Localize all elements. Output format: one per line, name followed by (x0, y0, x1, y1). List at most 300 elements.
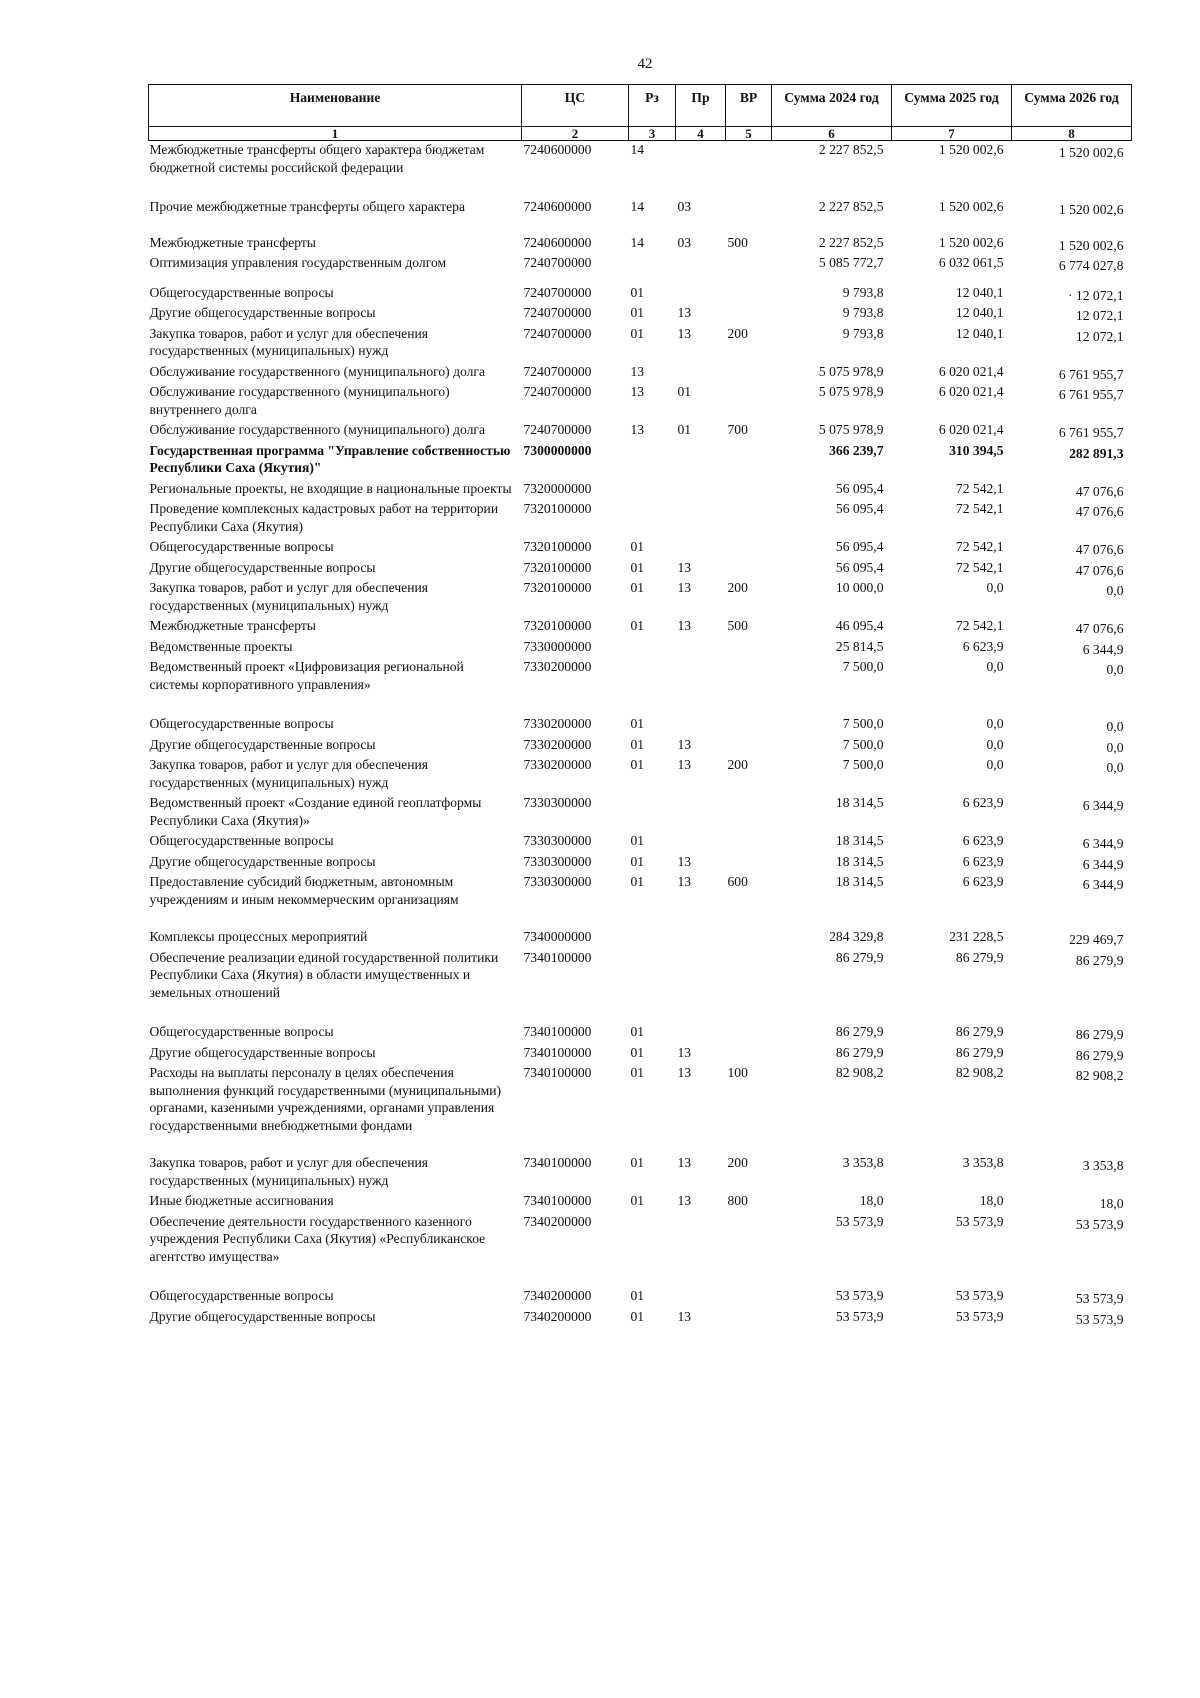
row-name: Ведомственные проекты (149, 638, 293, 654)
row-sum-2025: 6 623,9 (962, 795, 1004, 810)
row-rz: 01 (630, 874, 645, 889)
row-sum-2026-value: 53 573,9 (1075, 1311, 1124, 1327)
row-sum-2024: 86 279,9 (835, 1024, 884, 1039)
row-vr (726, 638, 772, 659)
row-cs: 7320100000 (523, 618, 592, 633)
row-sum-2025: 1 520 002,6 (938, 199, 1004, 214)
row-sum-2025: 0,0 (986, 736, 1004, 752)
row-vr (726, 480, 772, 501)
row-rz: 01 (630, 559, 645, 575)
row-sum-2024: 2 227 852,5 (818, 199, 884, 214)
row-pr: 13 (677, 1044, 692, 1060)
row-name: Обслуживание государственного (муниципального) долга (149, 363, 486, 379)
header-sum-2025: Сумма 2025 год (892, 85, 1012, 127)
row-vr: 200 (727, 580, 748, 595)
row-rz: 13 (630, 422, 645, 437)
row-cs: 7240600000 (523, 234, 592, 250)
row-sum-2024: 5 075 978,9 (818, 363, 884, 379)
table-row (149, 579, 1132, 617)
row-rz (629, 1213, 676, 1288)
row-rz: 01 (630, 1308, 645, 1324)
row-rz: 13 (630, 363, 645, 379)
row-sum-2024: 10 000,0 (835, 580, 884, 595)
row-sum-2025: 12 040,1 (955, 305, 1004, 320)
table-row (149, 1044, 1132, 1065)
row-pr: 03 (677, 199, 692, 214)
row-sum-2024: 366 239,7 (829, 442, 884, 458)
row-sum-2025: 86 279,9 (955, 1024, 1004, 1039)
row-sum-2024: 7 500,0 (842, 757, 884, 772)
row-rz: 14 (630, 142, 645, 157)
row-name: Другие общегосударственные вопросы (149, 1044, 376, 1060)
row-cs: 7340200000 (523, 1288, 592, 1303)
column-number: 4 (676, 127, 726, 141)
row-cs: 7240700000 (523, 422, 592, 437)
row-sum-2026-value: 282 891,3 (1069, 445, 1124, 461)
row-sum-2025: 18,0 (979, 1193, 1004, 1208)
row-cs: 7300000000 (523, 442, 592, 458)
header-vr: ВР (726, 85, 772, 127)
row-cs: 7240700000 (523, 384, 592, 399)
table-row (149, 1154, 1132, 1192)
row-sum-2024: 2 227 852,5 (818, 142, 884, 157)
row-cs: 7340100000 (523, 1044, 592, 1060)
row-vr (726, 141, 772, 199)
row-sum-2024: 53 573,9 (835, 1213, 884, 1229)
row-sum-2026-value: 86 279,9 (1075, 952, 1124, 968)
row-sum-2024: 56 095,4 (835, 501, 884, 516)
row-sum-2026-value: 6 344,9 (1082, 641, 1124, 657)
table-row (149, 853, 1132, 874)
row-rz: 01 (630, 736, 645, 752)
row-sum-2025: 53 573,9 (955, 1308, 1004, 1324)
row-sum-2024: 82 908,2 (835, 1065, 884, 1080)
table-row (149, 480, 1132, 501)
row-sum-2026-value: 53 573,9 (1075, 1216, 1124, 1232)
row-rz (629, 480, 676, 501)
row-sum-2025: 0,0 (986, 757, 1004, 772)
row-vr (726, 1213, 772, 1288)
row-sum-2024: 2 227 852,5 (818, 234, 884, 250)
row-pr: 13 (677, 853, 692, 869)
row-sum-2026 (1012, 325, 1132, 363)
row-rz: 01 (630, 1024, 645, 1039)
row-sum-2025: 1 520 002,6 (938, 142, 1004, 157)
row-rz: 01 (630, 618, 645, 633)
header-name: Наименование (149, 85, 522, 127)
row-sum-2025: 6 623,9 (962, 874, 1004, 889)
table-row (149, 1192, 1132, 1213)
table-row (149, 500, 1132, 538)
row-rz: 13 (630, 384, 645, 399)
row-sum-2026 (1012, 853, 1132, 874)
row-sum-2026 (1012, 1287, 1132, 1308)
row-cs: 7320000000 (523, 480, 592, 496)
row-vr: 600 (727, 874, 748, 889)
row-name: Общегосударственные вопросы (149, 1024, 334, 1039)
row-vr (726, 284, 772, 305)
row-pr: 13 (677, 325, 692, 341)
row-sum-2026 (1012, 421, 1132, 442)
row-cs: 7330200000 (523, 716, 592, 731)
row-cs: 7240700000 (523, 363, 592, 379)
table-row (149, 304, 1132, 325)
row-rz: 01 (630, 1155, 645, 1170)
row-name: Межбюджетные трансферты общего характера бюджетам бюджетной системы российской федерации (149, 142, 485, 175)
row-vr: 200 (727, 325, 748, 341)
row-sum-2026 (1012, 480, 1132, 501)
row-name: Другие общегосударственные вопросы (149, 736, 376, 752)
row-pr (676, 480, 726, 501)
row-sum-2026 (1012, 873, 1132, 928)
row-sum-2025: 231 228,5 (949, 929, 1004, 944)
row-sum-2025: 6 020 021,4 (938, 384, 1004, 399)
table-row (149, 421, 1132, 442)
row-name: Иные бюджетные ассигнования (149, 1193, 334, 1208)
row-pr: 01 (677, 422, 692, 437)
header-rz: Рз (629, 85, 676, 127)
row-pr: 13 (677, 736, 692, 752)
row-vr: 200 (727, 757, 748, 772)
table-row (149, 363, 1132, 384)
column-number: 5 (726, 127, 772, 141)
row-pr (676, 442, 726, 480)
row-sum-2025: 0,0 (986, 716, 1004, 731)
row-pr (676, 832, 726, 853)
row-sum-2025: 72 542,1 (955, 539, 1004, 554)
row-sum-2026-value: 0,0 (1106, 760, 1124, 775)
row-sum-2024: 18 314,5 (835, 874, 884, 889)
row-name: Общегосударственные вопросы (149, 716, 334, 731)
row-cs: 7240600000 (523, 142, 592, 157)
row-name: Закупка товаров, работ и услуг для обеспечения государственных (муниципальных) нужд (149, 325, 428, 358)
row-sum-2025: 12 040,1 (955, 284, 1004, 300)
table-row (149, 638, 1132, 659)
column-number: 3 (629, 127, 676, 141)
row-rz: 14 (630, 199, 645, 214)
row-sum-2025: 53 573,9 (955, 1213, 1004, 1229)
row-vr (726, 304, 772, 325)
row-name: Проведение комплексных кадастровых работ на территории Республики Саха (Якутия) (149, 501, 499, 534)
row-vr (726, 198, 772, 234)
row-sum-2026 (1012, 1192, 1132, 1213)
row-cs: 7340000000 (523, 929, 592, 944)
row-cs: 7320100000 (523, 580, 592, 595)
row-sum-2025: 6 020 021,4 (938, 422, 1004, 437)
table-row (149, 794, 1132, 832)
table-body (149, 141, 1132, 1329)
row-sum-2025: 72 542,1 (955, 618, 1004, 633)
row-cs: 7330300000 (523, 833, 592, 848)
row-rz: 01 (630, 1288, 645, 1303)
row-sum-2024: 9 793,8 (842, 305, 884, 320)
row-sum-2025: 0,0 (986, 580, 1004, 595)
row-pr (676, 363, 726, 384)
row-sum-2026-value: 6 774 027,8 (1058, 258, 1124, 273)
row-sum-2026 (1012, 559, 1132, 580)
row-sum-2024: 56 095,4 (835, 539, 884, 554)
table-row (149, 873, 1132, 928)
row-rz: 01 (630, 1193, 645, 1208)
row-pr: 03 (677, 234, 692, 250)
row-sum-2026 (1012, 442, 1132, 480)
row-vr: 100 (727, 1065, 748, 1080)
row-sum-2024: 5 075 978,9 (818, 422, 884, 437)
row-sum-2026-value: 0,0 (1106, 583, 1124, 598)
row-sum-2026-value: 6 344,9 (1082, 877, 1124, 892)
table-row (149, 949, 1132, 1024)
row-sum-2025: 86 279,9 (955, 949, 1004, 965)
row-pr (676, 254, 726, 284)
row-rz (629, 949, 676, 1024)
table-header (149, 85, 1132, 141)
row-cs: 7320100000 (523, 539, 592, 554)
row-vr (726, 658, 772, 715)
row-sum-2024: 56 095,4 (835, 559, 884, 575)
row-name: Обслуживание государственного (муниципального) внутреннего долга (149, 384, 450, 417)
table-row (149, 736, 1132, 757)
row-name: Ведомственный проект «Создание единой геоплатформы Республики Саха (Якутия)» (149, 795, 482, 828)
row-pr: 13 (677, 757, 692, 772)
column-number: 2 (522, 127, 629, 141)
row-pr (676, 794, 726, 832)
row-sum-2026-value: 6 344,9 (1082, 836, 1124, 851)
row-sum-2024: 284 329,8 (829, 929, 884, 944)
row-name: Расходы на выплаты персоналу в целях обеспечения выполнения функций государственными (муниципальными) органами, казенными учреждениями, органами управления государственными внебюджетными фондами (149, 1065, 502, 1133)
row-sum-2026-value: 1 520 002,6 (1058, 237, 1124, 253)
table-row (149, 715, 1132, 736)
row-pr (676, 658, 726, 715)
row-pr (676, 638, 726, 659)
row-sum-2026-value: 82 908,2 (1075, 1068, 1124, 1083)
row-cs: 7240700000 (523, 284, 592, 300)
table-row (149, 234, 1132, 255)
row-rz: 01 (630, 580, 645, 595)
header-pr: Пр (676, 85, 726, 127)
row-sum-2024: 53 573,9 (835, 1308, 884, 1324)
table-row (149, 617, 1132, 638)
row-sum-2024: 3 353,8 (842, 1155, 884, 1170)
row-pr (676, 928, 726, 949)
row-sum-2026-value: 0,0 (1106, 662, 1124, 677)
table-row (149, 141, 1132, 199)
row-rz: 01 (630, 833, 645, 848)
row-cs: 7240700000 (523, 255, 592, 270)
row-sum-2026 (1012, 1023, 1132, 1044)
row-sum-2026 (1012, 500, 1132, 538)
row-pr: 13 (677, 1308, 692, 1324)
row-vr: 800 (727, 1193, 748, 1208)
row-name: Общегосударственные вопросы (149, 284, 334, 300)
row-sum-2025: 72 542,1 (955, 480, 1004, 496)
row-sum-2026-value: 1 520 002,6 (1058, 145, 1124, 160)
row-name: Другие общегосударственные вопросы (149, 559, 376, 575)
row-cs: 7340100000 (523, 1193, 592, 1208)
row-vr (726, 832, 772, 853)
row-sum-2026 (1012, 756, 1132, 794)
row-rz (629, 254, 676, 284)
row-name: Ведомственный проект «Цифровизация региональной системы корпоративного управления» (149, 659, 464, 692)
row-sum-2024: 56 095,4 (835, 480, 884, 496)
table-row (149, 658, 1132, 715)
row-sum-2025: 86 279,9 (955, 1044, 1004, 1060)
row-sum-2024: 53 573,9 (835, 1288, 884, 1303)
row-pr (676, 1023, 726, 1044)
table-row (149, 383, 1132, 421)
row-pr (676, 715, 726, 736)
row-sum-2026 (1012, 1213, 1132, 1288)
row-name: Оптимизация управления государственным долгом (149, 255, 447, 270)
row-pr: 13 (677, 1193, 692, 1208)
row-name: Закупка товаров, работ и услуг для обеспечения государственных (муниципальных) нужд (149, 580, 428, 613)
row-sum-2026-value: 86 279,9 (1075, 1047, 1124, 1063)
row-pr: 13 (677, 305, 692, 320)
table-row (149, 559, 1132, 580)
row-pr: 13 (677, 580, 692, 595)
row-rz: 01 (630, 305, 645, 320)
row-sum-2026 (1012, 284, 1132, 305)
row-sum-2026 (1012, 715, 1132, 736)
row-cs: 7330200000 (523, 659, 592, 674)
row-cs: 7320100000 (523, 559, 592, 575)
row-sum-2026 (1012, 234, 1132, 255)
row-sum-2026-value: 3 353,8 (1082, 1158, 1124, 1173)
table-row (149, 1213, 1132, 1288)
row-vr (726, 794, 772, 832)
row-vr (726, 363, 772, 384)
row-sum-2026 (1012, 928, 1132, 949)
row-cs: 7330000000 (523, 638, 592, 654)
row-sum-2025: 310 394,5 (949, 442, 1004, 458)
row-name: Общегосударственные вопросы (149, 833, 334, 848)
row-vr (726, 442, 772, 480)
row-vr (726, 736, 772, 757)
row-sum-2025: 72 542,1 (955, 559, 1004, 575)
row-sum-2026-value: 0,0 (1106, 739, 1124, 755)
row-vr (726, 715, 772, 736)
row-cs: 7320100000 (523, 501, 592, 516)
row-rz (629, 442, 676, 480)
row-sum-2025: 72 542,1 (955, 501, 1004, 516)
row-sum-2026-value: · 12 072,1 (1067, 287, 1124, 303)
row-sum-2024: 18 314,5 (835, 853, 884, 869)
row-sum-2026 (1012, 1044, 1132, 1065)
table-row (149, 1064, 1132, 1154)
row-sum-2026-value: 47 076,6 (1075, 483, 1124, 499)
row-pr: 01 (677, 384, 692, 399)
row-name: Государственная программа "Управление собственностью Республики Саха (Якутия)" (149, 442, 511, 475)
row-sum-2024: 9 793,8 (842, 325, 884, 341)
row-name: Общегосударственные вопросы (149, 1288, 334, 1303)
column-number: 1 (149, 127, 522, 141)
row-cs: 7330300000 (523, 795, 592, 810)
header-sum-2024: Сумма 2024 год (772, 85, 892, 127)
row-cs: 7240700000 (523, 325, 592, 341)
row-sum-2026-value: 47 076,6 (1075, 562, 1124, 578)
row-sum-2024: 86 279,9 (835, 1044, 884, 1060)
table-row (149, 284, 1132, 305)
header-cs: ЦС (522, 85, 629, 127)
row-vr (726, 559, 772, 580)
row-sum-2025: 12 040,1 (955, 325, 1004, 341)
row-sum-2026-value: 47 076,6 (1075, 621, 1124, 636)
row-sum-2026 (1012, 949, 1132, 1024)
row-rz (629, 658, 676, 715)
row-sum-2026 (1012, 638, 1132, 659)
table-row (149, 325, 1132, 363)
row-sum-2024: 86 279,9 (835, 949, 884, 965)
row-pr: 13 (677, 618, 692, 633)
row-sum-2026-value: 6 761 955,7 (1058, 366, 1124, 382)
table-row (149, 1308, 1132, 1329)
row-sum-2026 (1012, 141, 1132, 199)
row-vr: 700 (727, 422, 748, 437)
row-sum-2026 (1012, 658, 1132, 715)
row-name: Другие общегосударственные вопросы (149, 305, 376, 320)
row-sum-2025: 6 032 061,5 (938, 255, 1004, 270)
row-vr (726, 538, 772, 559)
row-sum-2024: 7 500,0 (842, 736, 884, 752)
row-cs: 7340200000 (523, 1213, 592, 1229)
row-sum-2026 (1012, 254, 1132, 284)
row-sum-2024: 18 314,5 (835, 795, 884, 810)
row-name: Предоставление субсидий бюджетным, автономным учреждениям и иным некоммерческим организациям (149, 874, 459, 907)
row-sum-2024: 7 500,0 (842, 659, 884, 674)
row-sum-2026-value: 53 573,9 (1075, 1291, 1124, 1306)
row-vr (726, 254, 772, 284)
table-row (149, 538, 1132, 559)
table-row (149, 1023, 1132, 1044)
column-number: 6 (772, 127, 892, 141)
row-sum-2024: 25 814,5 (835, 638, 884, 654)
row-vr: 500 (727, 234, 748, 250)
row-sum-2026 (1012, 832, 1132, 853)
row-rz: 01 (630, 284, 645, 300)
row-sum-2026 (1012, 1064, 1132, 1154)
row-sum-2026 (1012, 1308, 1132, 1329)
row-pr (676, 538, 726, 559)
row-name: Обеспечение реализации единой государственной политики Республики Саха (Якутия) в области имущественных и земельных отношений (149, 949, 499, 1000)
row-vr (726, 928, 772, 949)
row-cs: 7340200000 (523, 1308, 592, 1324)
row-vr (726, 383, 772, 421)
row-name: Закупка товаров, работ и услуг для обеспечения государственных (муниципальных) нужд (149, 757, 428, 790)
row-sum-2026-value: 12 072,1 (1075, 308, 1124, 323)
table-row (149, 928, 1132, 949)
row-sum-2025: 82 908,2 (955, 1065, 1004, 1080)
row-vr (726, 1308, 772, 1329)
row-sum-2026-value: 6 761 955,7 (1058, 387, 1124, 402)
row-rz (629, 500, 676, 538)
row-pr (676, 1287, 726, 1308)
row-rz (629, 638, 676, 659)
row-rz: 01 (630, 325, 645, 341)
row-rz (629, 794, 676, 832)
column-number: 8 (1012, 127, 1132, 141)
row-sum-2025: 6 623,9 (962, 833, 1004, 848)
row-sum-2026 (1012, 198, 1132, 234)
row-sum-2026 (1012, 579, 1132, 617)
row-pr (676, 949, 726, 1024)
row-rz: 01 (630, 1044, 645, 1060)
row-pr (676, 284, 726, 305)
row-sum-2026 (1012, 794, 1132, 832)
row-vr (726, 949, 772, 1024)
row-vr: 500 (727, 618, 748, 633)
row-rz: 01 (630, 757, 645, 772)
row-sum-2025: 6 623,9 (962, 853, 1004, 869)
row-name: Обеспечение деятельности государственного казенного учреждения Республики Саха (Якутия) «Республиканское агентство имущества» (149, 1213, 486, 1264)
